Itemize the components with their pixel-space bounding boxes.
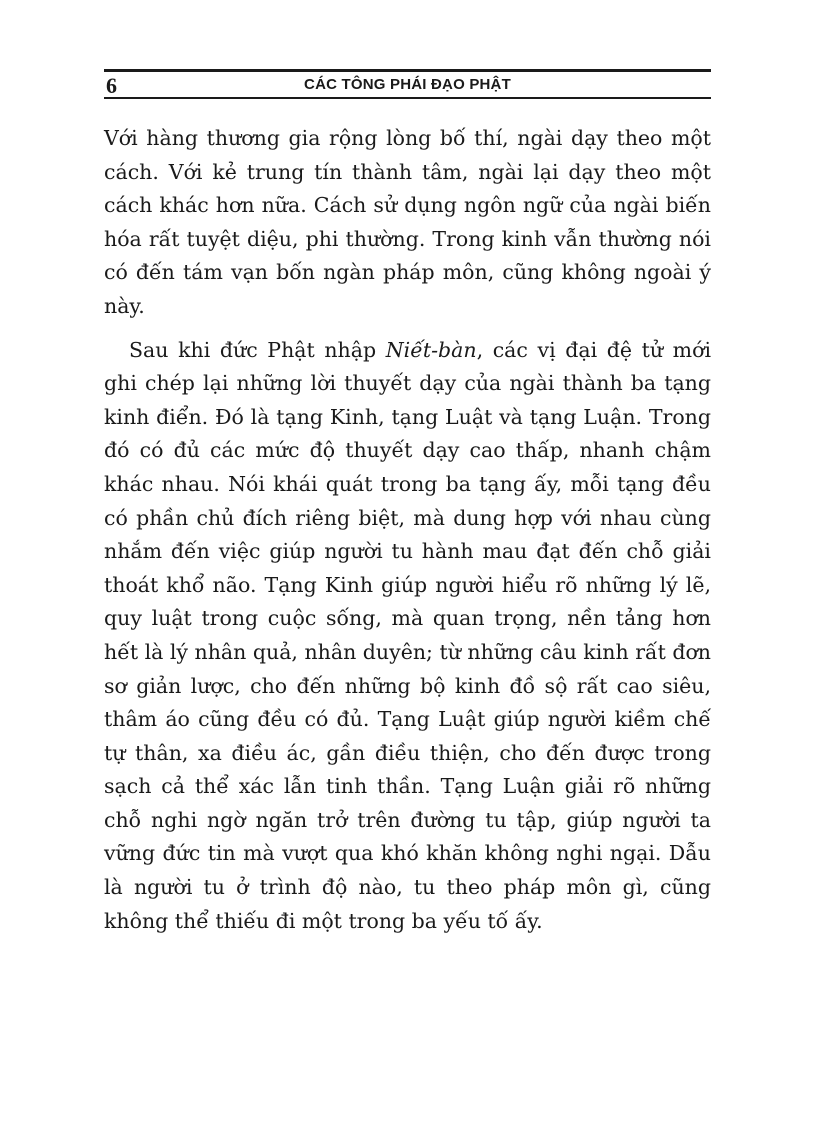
paragraph-2-italic-term: Niết-bàn xyxy=(385,337,477,362)
paragraph-2-lead: Sau khi đức Phật nhập xyxy=(129,337,386,362)
paragraph-2-rest: , các vị đại đệ tử mới ghi chép lại những lời thuyết dạy của ngài thành ba tạng kinh điển. Đó là tạng Kinh, tạng Luật và tạng Luận. Trong đó có đủ các mức độ thuyết dạy cao thấp, nhanh chậm khác nhau. Nói khái quát trong ba tạng ấy, mỗi tạng đều có phần chủ đích riêng biệt, mà dung hợp với nhau cùng nhắm đến việc giúp người tu hành mau đạt đến chỗ giải thoát khổ não. Tạng Kinh giúp người hiểu rõ những lý lẽ, quy luật trong cuộc sống, mà quan trọng, nền tảng hơn hết là lý nhân quả, nhân duyên; từ những câu kinh rất đơn sơ giản lược, cho đến những bộ kinh đồ sộ rất cao siêu, thâm áo cũng đều có đủ. Tạng Luật giúp người kiềm chế tự thân, xa điều ác, gần điều thiện, cho đến được trong sạch cả thể xác lẫn tinh thần. Tạng Luận giải rõ những chỗ nghi ngờ ngăn trở trên đường tu tập, giúp người ta vững đức tin mà vượt qua khó khăn không nghi ngại. Dẫu là người tu ở trình độ nào, tu theo pháp môn gì, cũng không thể thiếu đi một trong ba yếu tố ấy. xyxy=(104,337,712,933)
book-title: CÁC TÔNG PHÁI ĐẠO PHẬT xyxy=(304,76,511,93)
page-number: 6 xyxy=(106,73,117,98)
paragraph-2 xyxy=(104,334,711,939)
paragraph-1: Với hàng thương gia rộng lòng bố thí, ngài dạy theo một cách. Với kẻ trung tín thành tâm, ngài lại dạy theo một cách khác hơn nữa. Cách sử dụng ngôn ngữ của ngài biến hóa rất tuyệt diệu, phi thường. Trong kinh vẫn thường nói có đến tám vạn bốn ngàn pháp môn, cũng không ngoài ý này. xyxy=(104,126,711,318)
body-text xyxy=(104,122,711,938)
running-header xyxy=(104,69,711,99)
